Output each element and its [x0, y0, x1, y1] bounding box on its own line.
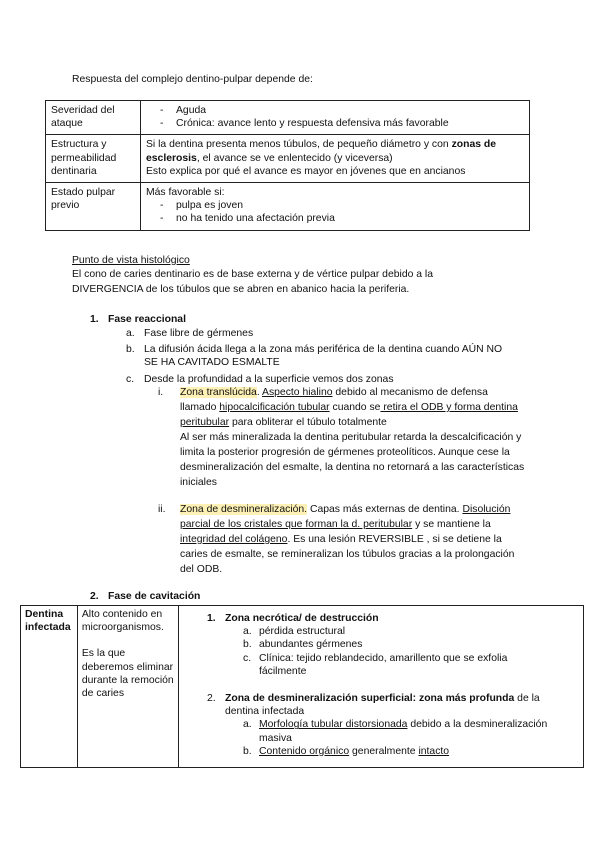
table-row [46, 101, 530, 135]
zone-necrotic-title: 1. Zona necrótica/ de destrucción [207, 613, 379, 624]
list-item: a. pérdida estructural [243, 626, 346, 638]
list-item: b. Contenido orgánico generalmente intacto [243, 745, 450, 757]
zone-translucent: i. Zona translúcida. Aspecto hialino debido al mecanismo de defensa llamado hipocalcificación tubular cuando se retira el ODB y forma dentina peritubular para obliterar el túbulo totalmente Al ser más mineralizada la dentina peritubular retarda la descalcificación y limita la posterior progresión de gérmenes proteolíticos. Aunque cese la desmineralización del esmalte, la dentina no retornará a las características iniciales [158, 387, 525, 488]
histology-text: El cono de caries dentinario es de base externa y de vértice pulpar debido a la DIVERGENCIA de los túbulos que se abren en abanico hacia la periferia. [72, 269, 434, 295]
list-item: a. Fase libre de gérmenes [126, 328, 254, 339]
phase2-heading: 2. Fase de cavitación [90, 591, 201, 602]
pulp-cell: Más favorable si: - pulpa es joven - no ha tenido una afectación previa [141, 183, 530, 231]
list-item: b. La difusión ácida llega a la zona más periférica de la dentina cuando AÚN NO SE HA CAVITADO ESMALTE [126, 344, 503, 369]
list-item: c. Clínica: tejido reblandecido, amarillento que se exfolia fácilmente [243, 652, 508, 677]
structure-cell: Si la dentina presenta menos túbulos, de pequeño diámetro y con zonas de esclerosis, el avance se ve enlentecido (y viceversa) Esto explica por qué el avance es mayor en jóvenes que en ancianos [141, 135, 530, 183]
list-item: a. Morfología tubular distorsionada debido a la desmineralización masiva [243, 719, 548, 744]
list-item: c. Desde la profundidad a la superficie vemos dos zonas [126, 373, 394, 385]
zone-demineralization: ii. Zona de desmineralización. Capas más externas de dentina. Disolución parcial de los cristales que forman la d. peritubular y se mantiene la integridad del colágeno. Es una lesión REVERSIBLE , si se detiene la caries de esmalte, se remineralizan los túbulos gracias a la prolongación del ODB. [158, 504, 515, 575]
list-item: - Crónica: avance lento y respuesta defensiva más favorable [160, 118, 449, 130]
table-row [46, 135, 530, 183]
infected-description: Alto contenido en microorganismos. Es la que deberemos eliminar durante la remoción de caries [77, 606, 178, 768]
list-item: - no ha tenido una afectación previa [160, 213, 335, 225]
table-row [46, 183, 530, 231]
list-item: b. abundantes gérmenes [243, 639, 363, 651]
histology-title: Punto de vista histológico [72, 255, 190, 266]
phase1-list [126, 327, 536, 386]
phase1-heading: 1. Fase reaccional [90, 314, 186, 325]
factors-table [45, 100, 530, 231]
structure-label: Estructura y permeabilidad dentinaria [46, 135, 141, 183]
infected-dentin-table [20, 605, 584, 768]
infected-zones [179, 606, 584, 768]
intro-text: Respuesta del complejo dentino-pulpar depende de: [72, 74, 313, 85]
list-item: - Aguda [160, 105, 207, 116]
zone-superficial-title: 2. Zona de desmineralización superficial: zona más profunda de la dentina infectada [207, 693, 540, 718]
severity-label: Severidad del ataque [46, 101, 141, 135]
pulp-label: Estado pulpar previo [46, 183, 141, 231]
list-item: - pulpa es joven [160, 200, 244, 212]
infected-label: Dentina infectada [21, 606, 78, 768]
severity-cell [141, 101, 530, 135]
table-row [21, 606, 584, 768]
